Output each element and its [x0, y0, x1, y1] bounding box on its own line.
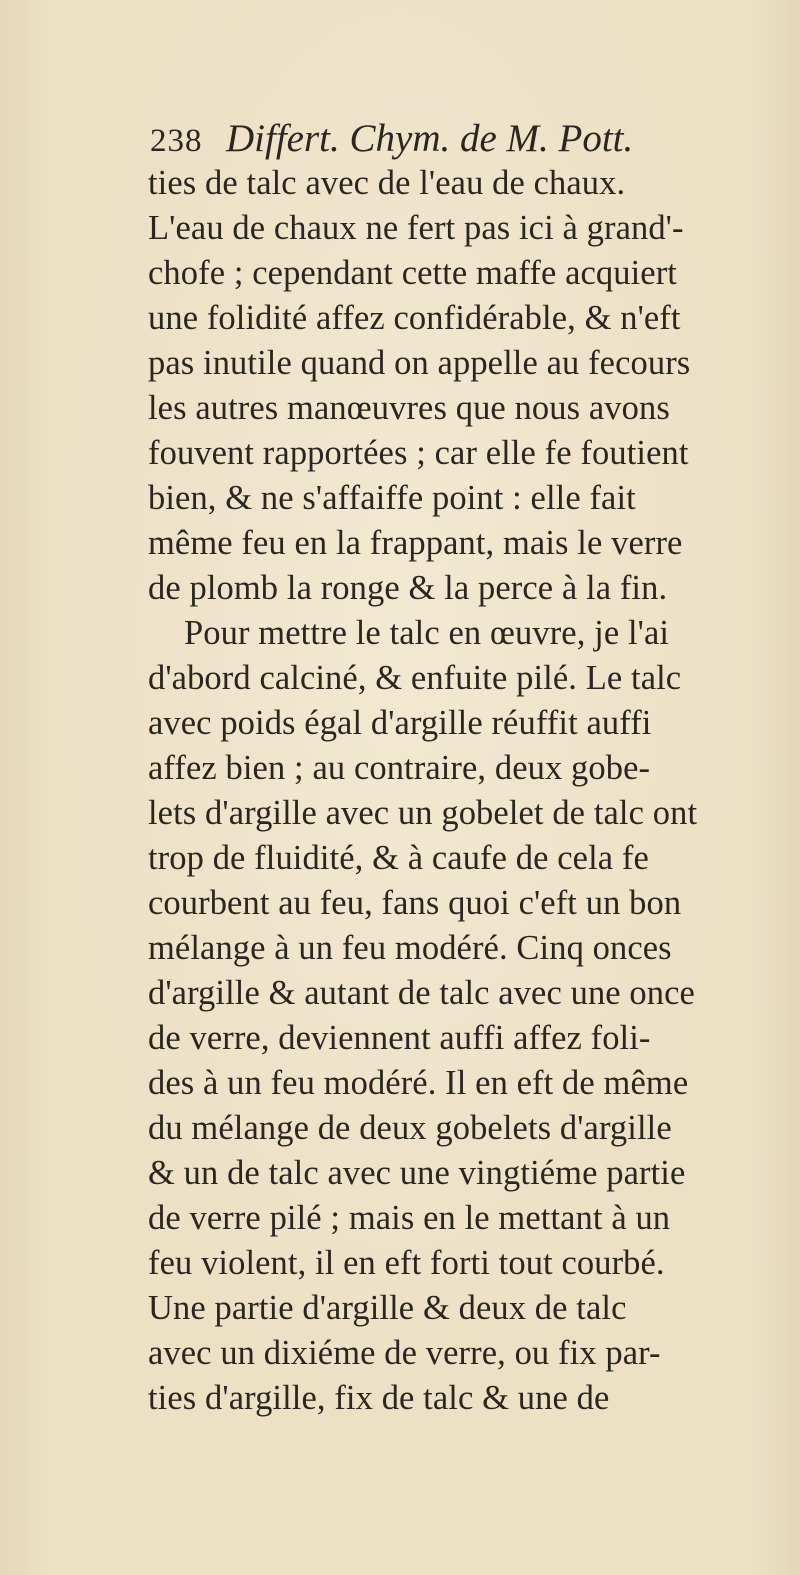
- text-line: d'argille & autant de talc avec une once: [148, 974, 695, 1012]
- text-line: ties de talc avec de l'eau de chaux.: [148, 164, 626, 202]
- text-line: du mélange de deux gobelets d'argille: [148, 1109, 672, 1147]
- text-line: d'abord calciné, & enfuite pilé. Le talc: [148, 659, 682, 697]
- text-line: pas inutile quand on appelle au fecours: [148, 344, 691, 382]
- text-line: de verre, deviennent auffi affez foli-: [148, 1019, 651, 1057]
- text-line: courbent au feu, fans quoi c'eft un bon: [148, 884, 682, 922]
- text-line: & un de talc avec une vingtiéme partie: [148, 1154, 686, 1192]
- text-line: mélange à un feu modéré. Cinq onces: [148, 929, 672, 967]
- text-line: les autres manœuvres que nous avons: [148, 389, 670, 427]
- page-number: 238: [150, 123, 203, 159]
- text-line: de plomb la ronge & la perce à la fin.: [148, 569, 668, 607]
- text-line: bien, & ne s'affaiffe point : elle fait: [148, 479, 636, 517]
- text-line: avec un dixiéme de verre, ou fix par-: [148, 1334, 661, 1372]
- text-line: Une partie d'argille & deux de talc: [148, 1289, 627, 1327]
- text-line: fouvent rapportées ; car elle fe foutient: [148, 434, 689, 472]
- text-line: une folidité affez confidérable, & n'eft: [148, 299, 681, 337]
- running-title: Differt. Chym. de M. Pott.: [226, 117, 634, 160]
- paragraph-start-line: Pour mettre le talc en œuvre, je l'ai: [184, 614, 670, 652]
- text-line: des à un feu modéré. Il en eft de même: [148, 1064, 689, 1102]
- text-line: chofe ; cependant cette maffe acquiert: [148, 254, 677, 292]
- text-line: ties d'argille, fix de talc & une de: [148, 1379, 610, 1417]
- page-header: [150, 115, 710, 163]
- text-line: lets d'argille avec un gobelet de talc ont: [148, 794, 698, 832]
- text-line: avec poids égal d'argille réuffit auffi: [148, 704, 652, 742]
- text-line: trop de fluidité, & à caufe de cela fe: [148, 839, 649, 877]
- text-line: affez bien ; au contraire, deux gobe-: [148, 749, 651, 787]
- text-line: de verre pilé ; mais en le mettant à un: [148, 1199, 671, 1237]
- body-text: [148, 161, 800, 1421]
- text-line: même feu en la frappant, mais le verre: [148, 524, 683, 562]
- text-line: L'eau de chaux ne fert pas ici à grand'-: [148, 209, 684, 247]
- text-line: feu violent, il en eft forti tout courbé.: [148, 1244, 665, 1282]
